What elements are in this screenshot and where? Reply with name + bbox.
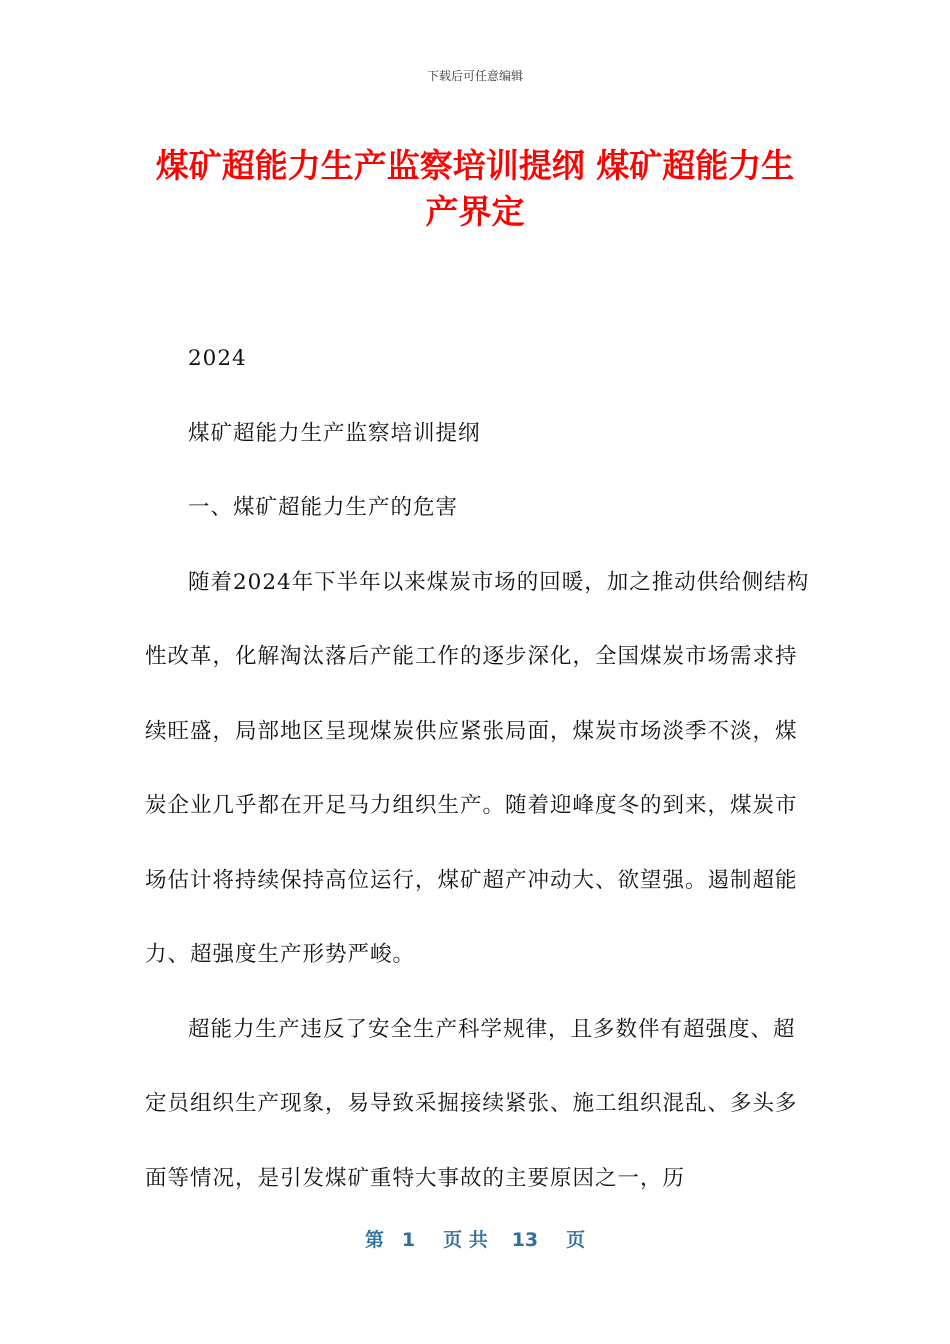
paragraph-body: 超能力生产违反了安全生产科学规律，且多数伴有超强度、超定员组织生产现象，易导致采掘接续紧张、施工组织混乱、多头多面等情况，是引发煤矿重特大事故的主要原因之一，历 xyxy=(145,1016,798,1191)
footer-page-prefix: 第 xyxy=(364,1229,384,1251)
paragraph-subtitle: 煤矿超能力生产监察培训提纲 xyxy=(188,420,481,446)
footer-page-current: 1 xyxy=(401,1229,416,1251)
header-note: 下载后可任意编辑 xyxy=(426,69,523,83)
footer-page-mid: 页 共 xyxy=(443,1229,488,1251)
footer-page-total: 13 xyxy=(511,1229,539,1251)
paragraph-body: 随着2024年下半年以来煤炭市场的回暖，加之推动供给侧结构性改革，化解淘汰落后产能工作的逐步深化，全国煤炭市场需求持续旺盛，局部地区呈现煤炭供应紧张局面，煤炭市场淡季不淡，煤炭企业几乎都在开足马力组织生产。随着迎峰度冬的到来，煤炭市场估计将持续保持高位运行，煤矿超产冲动大、欲望强。遏制超能力、超强度生产形势严峻。 xyxy=(145,569,810,967)
section-heading: 一、煤矿超能力生产的危害 xyxy=(188,495,459,520)
paragraph-year: 2024 xyxy=(188,346,247,371)
document-title: 煤矿超能力生产监察培训提纲 煤矿超能力生产界定 xyxy=(155,146,795,231)
page-footer xyxy=(0,1225,950,1252)
footer-page-suffix: 页 xyxy=(566,1229,586,1251)
document-body xyxy=(145,322,815,1216)
